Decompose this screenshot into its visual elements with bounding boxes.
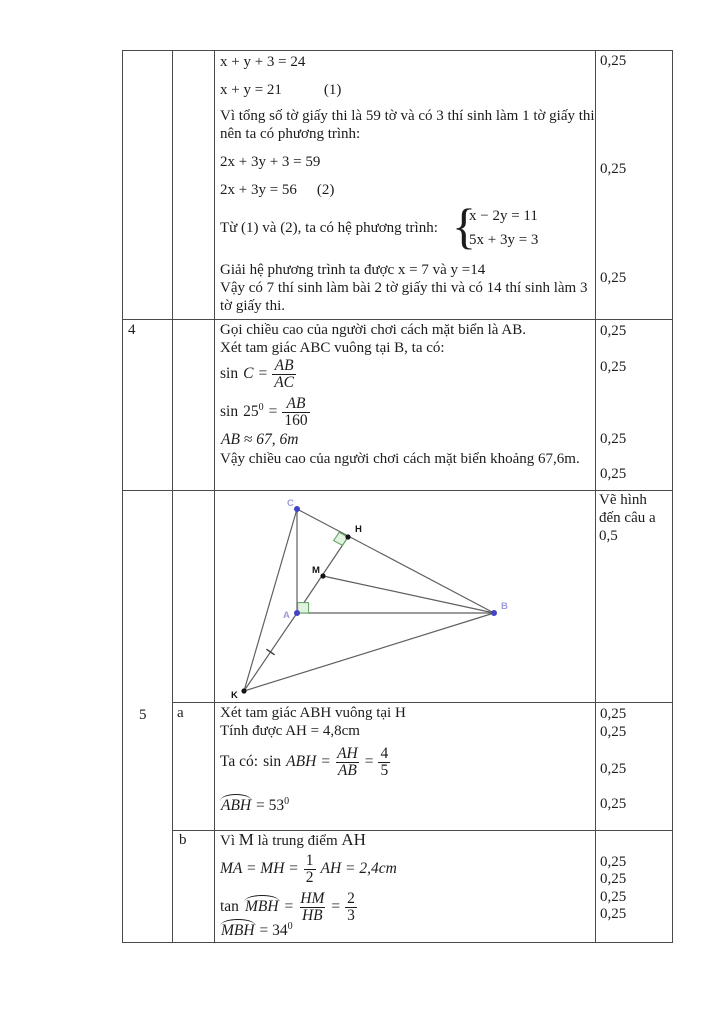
denominator: AB — [337, 761, 357, 779]
points-value: 0,25 — [600, 161, 627, 177]
points-value: 0,25 — [600, 761, 627, 777]
fraction — [335, 746, 360, 779]
point-label-B: B — [501, 601, 508, 612]
angle-name: MBH — [221, 922, 255, 939]
system-label: Từ (1) và (2), ta có hệ phương trình: — [220, 220, 438, 236]
angle-name: ABH — [221, 797, 252, 814]
system-equation-2: 5x + 3y = 3 — [469, 232, 539, 248]
solution-line: Xét tam giác ABC vuông tại B, ta có: — [220, 340, 445, 356]
solution-line — [220, 81, 341, 99]
system-brace: { — [452, 198, 476, 254]
fraction — [345, 891, 357, 924]
segment-CB — [297, 509, 494, 613]
angle-value: = 53 — [256, 797, 285, 814]
points-value: 0,25 — [600, 706, 627, 722]
angle-result — [220, 797, 289, 815]
denominator: 3 — [347, 906, 355, 924]
solution-line — [220, 181, 334, 199]
points-value: 0,25 — [600, 431, 627, 447]
segment-CK — [244, 509, 297, 691]
point-label-M: M — [312, 565, 320, 576]
text: Vì — [220, 833, 235, 849]
point-label-H: H — [355, 524, 362, 535]
solution-conclusion: Vậy có 7 thí sinh làm bài 2 tờ giấy thi và có 14 thí sinh làm 3 tờ giấy thi. — [220, 280, 588, 314]
system-equation-1: x − 2y = 11 — [469, 208, 538, 224]
numerator: AB — [286, 394, 306, 412]
points-value: 0,25 — [600, 854, 627, 870]
solution-paragraph: Vì tổng số tờ giấy thi là 59 tờ và có 3 thí sinh làm 1 tờ giấy thi nên ta có phương trình: — [220, 108, 595, 142]
point-M — [320, 573, 325, 578]
numerator: 4 — [380, 744, 389, 762]
equals-sign: = — [331, 898, 341, 915]
equation: x + y = 21 — [220, 82, 282, 98]
points-value: 0,25 — [600, 359, 627, 375]
row-divider-q3-q4 — [123, 319, 672, 320]
equals-sign: = — [364, 753, 374, 770]
degree-superscript: 0 — [258, 401, 264, 413]
function-name: tan — [220, 898, 239, 915]
row-divider-fig-a — [172, 702, 672, 703]
numerator: HM — [300, 889, 325, 907]
solution-line: x + y + 3 = 24 — [220, 54, 306, 70]
solution-line: Giải hệ phương trình ta được x = 7 và y =14 — [220, 262, 486, 278]
equals-sign: = — [258, 365, 268, 382]
solution-conclusion: Vậy chiều cao của người chơi cách mặt biển khoảng 67,6m. — [220, 451, 580, 467]
text: là trung điểm — [257, 833, 338, 849]
point-label-K: K — [231, 690, 238, 700]
sub-part-label-b: b — [179, 832, 187, 848]
angle-name: MBH — [244, 898, 279, 915]
variable: ABH — [286, 753, 317, 770]
fraction — [298, 891, 326, 924]
point-K — [241, 688, 246, 693]
points-value: 0,25 — [600, 871, 627, 887]
segment-KB — [244, 613, 494, 691]
equation-tag: (1) — [323, 82, 342, 98]
numerator: 2 — [347, 889, 355, 907]
equation-sin25 — [220, 392, 310, 432]
lead-text: Ta có: — [220, 753, 259, 770]
degree-superscript: 0 — [284, 795, 290, 807]
solution-line: Tính được AH = 4,8cm — [220, 723, 360, 739]
numerator: AH — [337, 744, 358, 762]
denominator: HB — [301, 906, 323, 924]
numerator: AB — [274, 356, 294, 374]
points-value: 0,25 — [600, 466, 627, 482]
function-name: sin — [220, 365, 239, 382]
sub-part-label-a: a — [177, 705, 184, 721]
fraction — [378, 746, 390, 779]
function-name: sin — [220, 403, 239, 420]
solution-line: Gọi chiều cao của người chơi cách mặt biển là AB. — [220, 322, 526, 338]
denominator: AC — [274, 373, 294, 391]
solution-line: 2x + 3y + 3 = 59 — [220, 154, 321, 170]
equation-sinC — [220, 356, 296, 392]
point-H — [345, 534, 350, 539]
points-value: 0,25 — [600, 889, 627, 905]
denominator: 2 — [305, 868, 314, 886]
question-number: 5 — [139, 707, 147, 723]
denominator: 160 — [284, 411, 308, 429]
point-label-A: A — [283, 610, 290, 621]
fraction — [272, 358, 296, 391]
solution-line — [220, 831, 366, 850]
points-value: 0,25 — [600, 53, 627, 69]
points-value: 0,25 — [600, 796, 627, 812]
angle-value: = 34 — [259, 922, 288, 939]
segment-MB — [323, 576, 494, 613]
point-C — [294, 506, 300, 512]
fraction — [282, 396, 309, 429]
function-name: sin — [263, 753, 282, 770]
variable-M: M — [238, 830, 254, 849]
figure-points-note: Vẽ hình đến câu a 0,5 — [599, 492, 656, 544]
question-number: 4 — [128, 322, 136, 338]
numerator: 1 — [305, 851, 314, 869]
equals-sign: = — [284, 898, 294, 915]
angle-base: 25 — [243, 403, 259, 420]
points-value: 0,25 — [600, 724, 627, 740]
denominator: 5 — [380, 761, 389, 779]
point-label-C: C — [287, 498, 294, 509]
equation: 2x + 3y = 56 — [220, 182, 297, 198]
result-line: AB ≈ 67, 6m — [221, 431, 299, 448]
solution-line: Xét tam giác ABH vuông tại H — [220, 705, 406, 721]
equation-tag: (2) — [316, 182, 335, 198]
geometry-figure — [214, 490, 593, 700]
degree-superscript: 0 — [287, 920, 293, 932]
fraction — [304, 853, 316, 886]
point-B — [491, 610, 497, 616]
angle-result — [220, 922, 293, 940]
angle-value — [243, 403, 264, 421]
expression: MA = MH = — [220, 860, 299, 877]
expression: AH = 2,4cm — [320, 860, 397, 877]
point-A — [294, 610, 300, 616]
tick-mark-KA — [266, 649, 274, 655]
equation-sinABH — [220, 742, 390, 782]
points-value: 0,25 — [600, 270, 627, 286]
equals-sign: = — [268, 403, 278, 420]
col-divider-1 — [172, 51, 173, 942]
equals-sign: = — [321, 753, 331, 770]
points-value: 0,25 — [600, 906, 627, 922]
variable-AH: AH — [341, 830, 366, 849]
points-value: 0,25 — [600, 323, 627, 339]
variable: C — [243, 365, 254, 382]
col-divider-3 — [595, 51, 596, 942]
equation-MA-MH — [220, 850, 397, 888]
